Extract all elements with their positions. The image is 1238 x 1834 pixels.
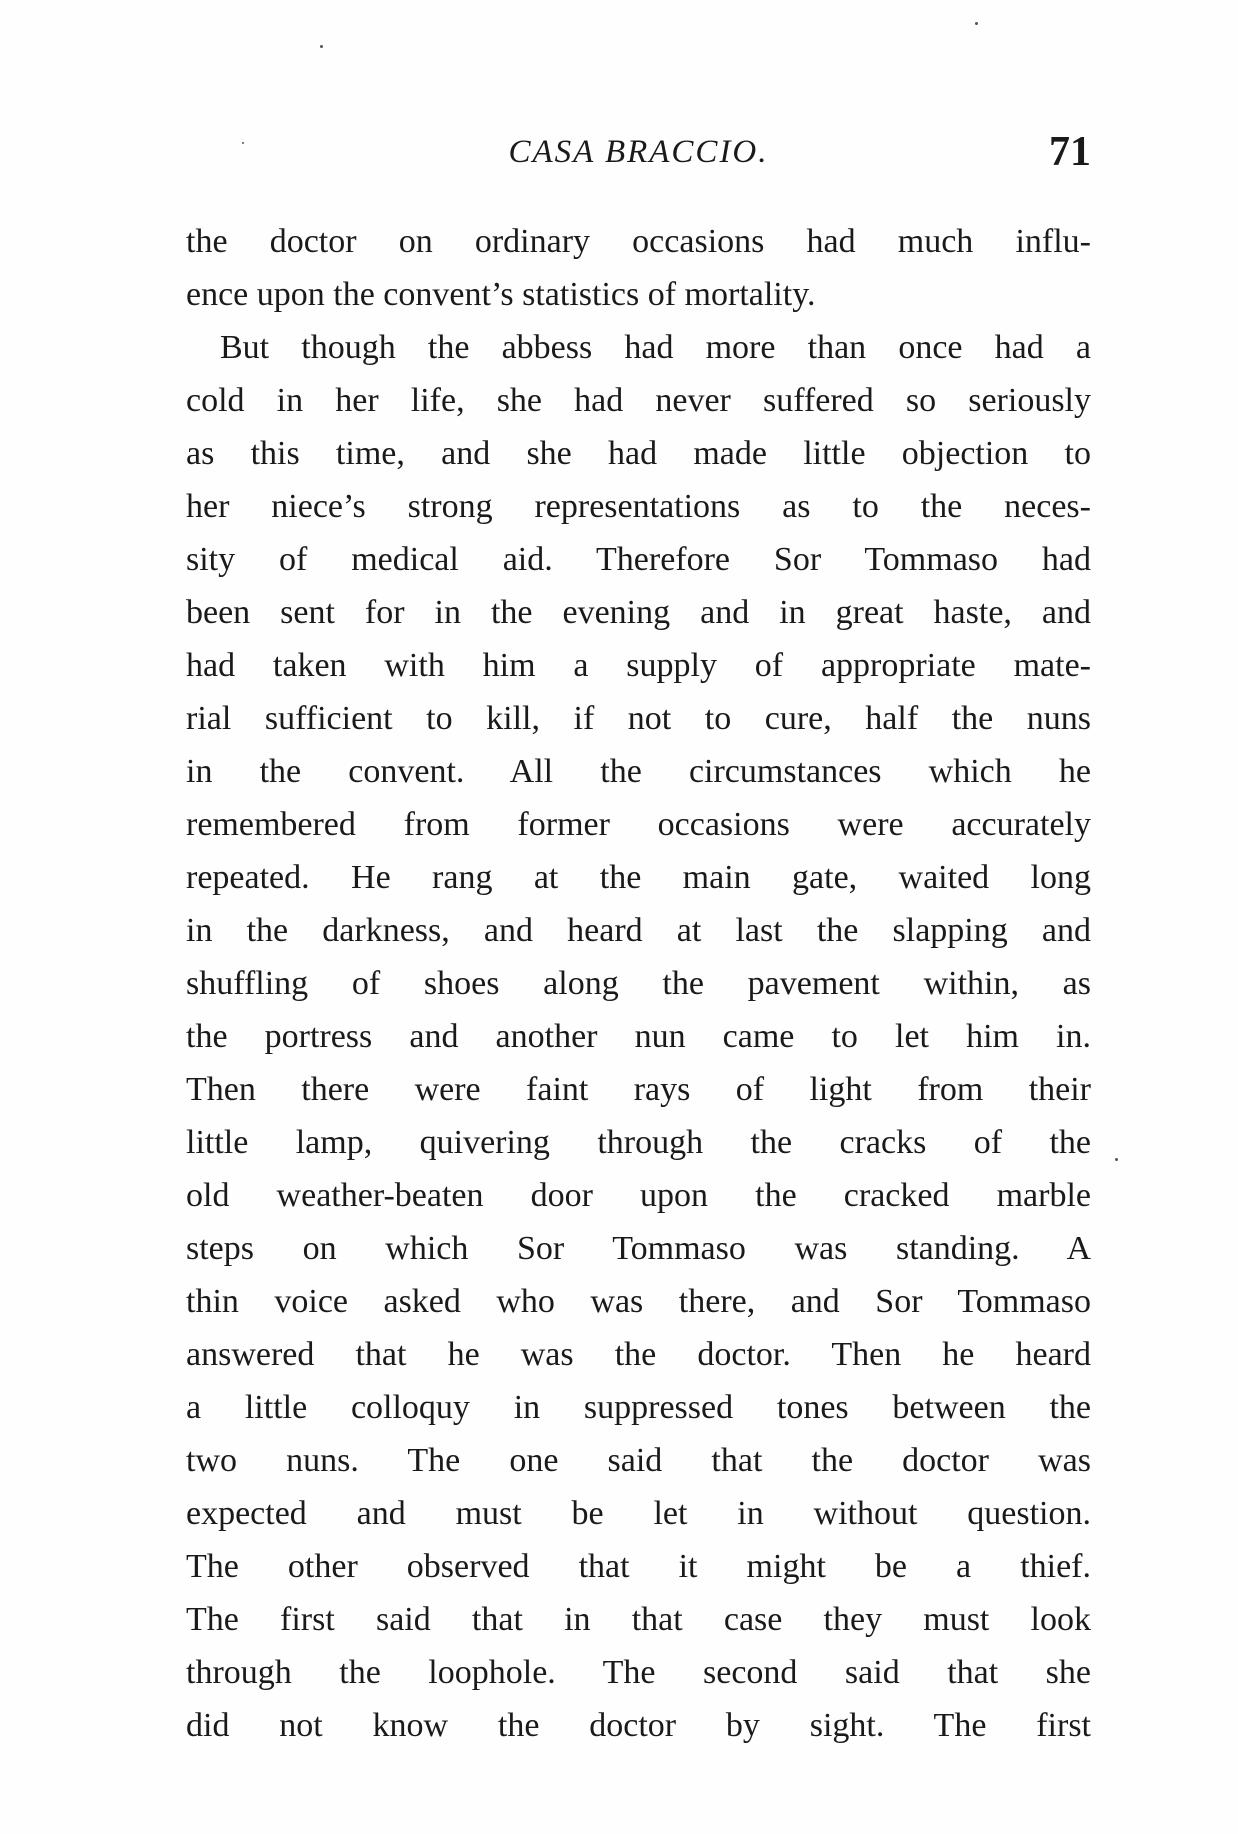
text-line: a little colloquy in suppressed tones between the xyxy=(186,1389,1091,1426)
text-line: The other observed that it might be a thief. xyxy=(186,1548,1091,1585)
scan-speck xyxy=(320,45,323,48)
text-line: in the convent. All the circumstances which he xyxy=(186,753,1091,790)
text-line: been sent for in the evening and in great haste, and xyxy=(186,594,1091,631)
text-line: expected and must be let in without question. xyxy=(186,1495,1091,1532)
text-line: thin voice asked who was there, and Sor Tommaso xyxy=(186,1283,1091,1320)
text-line: cold in her life, she had never suffered so seriously xyxy=(186,382,1091,419)
body-text xyxy=(186,215,1091,1752)
text-line: answered that he was the doctor. Then he heard xyxy=(186,1336,1091,1373)
text-line: shuffling of shoes along the pavement within, as xyxy=(186,965,1091,1002)
text-line: But though the abbess had more than once had a xyxy=(220,329,1091,366)
text-line: two nuns. The one said that the doctor was xyxy=(186,1442,1091,1479)
scan-speck xyxy=(975,22,978,25)
text-line: ence upon the convent’s statistics of mortality. xyxy=(186,276,816,313)
scan-speck xyxy=(242,142,244,144)
text-line: rial sufficient to kill, if not to cure, half the nuns xyxy=(186,700,1091,737)
text-line: the portress and another nun came to let him in. xyxy=(186,1018,1091,1055)
text-line: her niece’s strong representations as to the neces- xyxy=(186,488,1091,525)
text-line: repeated. He rang at the main gate, waited long xyxy=(186,859,1091,896)
text-line: The first said that in that case they must look xyxy=(186,1601,1091,1638)
page-number: 71 xyxy=(1049,129,1091,175)
running-title: CASA BRACCIO. xyxy=(508,134,769,170)
text-line: through the loophole. The second said that she xyxy=(186,1654,1091,1691)
text-line: in the darkness, and heard at last the slapping and xyxy=(186,912,1091,949)
text-line: remembered from former occasions were accurately xyxy=(186,806,1091,843)
text-line: sity of medical aid. Therefore Sor Tommaso had xyxy=(186,541,1091,578)
text-line: Then there were faint rays of light from their xyxy=(186,1071,1091,1108)
text-line: the doctor on ordinary occasions had much influ- xyxy=(186,223,1091,260)
text-line: little lamp, quivering through the cracks of the xyxy=(186,1124,1091,1161)
text-line: did not know the doctor by sight. The first xyxy=(186,1707,1091,1744)
scan-speck xyxy=(1115,1158,1118,1161)
text-line: old weather-beaten door upon the cracked marble xyxy=(186,1177,1091,1214)
text-line: steps on which Sor Tommaso was standing. A xyxy=(186,1230,1091,1267)
text-line: had taken with him a supply of appropriate mate- xyxy=(186,647,1091,684)
page-header xyxy=(186,128,1091,188)
text-line: as this time, and she had made little objection to xyxy=(186,435,1091,472)
